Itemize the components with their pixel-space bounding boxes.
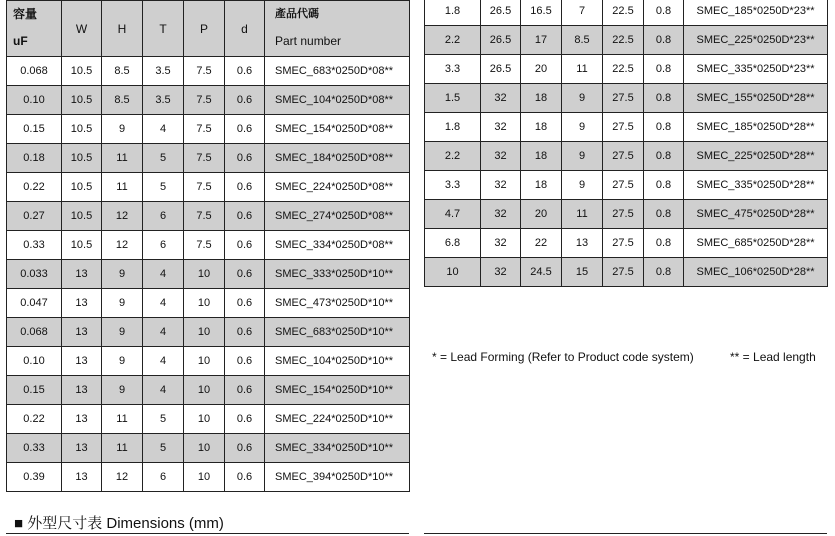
cell-part-number: SMEC_334*0250D*10** — [265, 434, 410, 463]
table-row — [7, 260, 410, 289]
table-row — [425, 84, 828, 113]
cell-capacitance: 0.27 — [7, 202, 62, 231]
cell-d: 0.6 — [225, 289, 265, 318]
cell-h: 9 — [102, 318, 143, 347]
header-part-number-en: Part number — [275, 34, 342, 48]
table-row — [7, 57, 410, 86]
capacitor-spec-table-left — [6, 0, 410, 492]
cell-t: 6 — [143, 463, 184, 492]
cell-t: 11 — [562, 55, 603, 84]
cell-t: 5 — [143, 405, 184, 434]
cell-p: 27.5 — [603, 258, 644, 287]
cell-d: 0.6 — [225, 202, 265, 231]
cell-p: 7.5 — [184, 57, 225, 86]
cell-d: 0.6 — [225, 260, 265, 289]
cell-h: 9 — [102, 260, 143, 289]
cell-t: 9 — [562, 142, 603, 171]
cell-p: 10 — [184, 434, 225, 463]
cell-p: 10 — [184, 376, 225, 405]
cell-part-number: SMEC_154*0250D*10** — [265, 376, 410, 405]
cell-capacitance: 3.3 — [425, 171, 481, 200]
cell-t: 9 — [562, 171, 603, 200]
cell-h: 22 — [521, 229, 562, 258]
table-row — [7, 376, 410, 405]
cell-t: 6 — [143, 202, 184, 231]
cell-w: 32 — [481, 142, 521, 171]
cell-capacitance: 1.8 — [425, 113, 481, 142]
cell-h: 18 — [521, 171, 562, 200]
cell-h: 11 — [102, 405, 143, 434]
table-row — [425, 55, 828, 84]
cell-p: 10 — [184, 405, 225, 434]
cell-p: 10 — [184, 318, 225, 347]
divider-right — [424, 533, 827, 534]
cell-t: 5 — [143, 144, 184, 173]
cell-part-number: SMEC_104*0250D*10** — [265, 347, 410, 376]
cell-h: 16.5 — [521, 0, 562, 26]
cell-h: 8.5 — [102, 57, 143, 86]
cell-d: 0.8 — [644, 229, 684, 258]
cell-h: 11 — [102, 144, 143, 173]
cell-h: 12 — [102, 231, 143, 260]
table-row — [425, 200, 828, 229]
cell-capacitance: 0.033 — [7, 260, 62, 289]
cell-t: 11 — [562, 200, 603, 229]
cell-part-number: SMEC_683*0250D*10** — [265, 318, 410, 347]
cell-capacitance: 10 — [425, 258, 481, 287]
cell-h: 9 — [102, 376, 143, 405]
cell-part-number: SMEC_685*0250D*28** — [684, 229, 828, 258]
header-p: P — [184, 1, 225, 57]
cell-p: 10 — [184, 347, 225, 376]
cell-p: 7.5 — [184, 231, 225, 260]
cell-t: 9 — [562, 84, 603, 113]
cell-part-number: SMEC_274*0250D*08** — [265, 202, 410, 231]
cell-w: 10.5 — [62, 173, 102, 202]
cell-d: 0.8 — [644, 171, 684, 200]
cell-w: 26.5 — [481, 26, 521, 55]
cell-w: 10.5 — [62, 231, 102, 260]
cell-w: 13 — [62, 463, 102, 492]
cell-w: 10.5 — [62, 202, 102, 231]
cell-part-number: SMEC_224*0250D*10** — [265, 405, 410, 434]
cell-d: 0.6 — [225, 173, 265, 202]
cell-w: 32 — [481, 200, 521, 229]
table-row — [7, 463, 410, 492]
table-row — [7, 202, 410, 231]
cell-capacitance: 0.33 — [7, 434, 62, 463]
cell-part-number: SMEC_154*0250D*08** — [265, 115, 410, 144]
cell-part-number: SMEC_335*0250D*23** — [684, 55, 828, 84]
cell-d: 0.6 — [225, 347, 265, 376]
cell-t: 15 — [562, 258, 603, 287]
header-part-number-zh: 產品代碼 — [275, 8, 319, 20]
cell-w: 10.5 — [62, 144, 102, 173]
header-h: H — [102, 1, 143, 57]
header-t: T — [143, 1, 184, 57]
cell-p: 27.5 — [603, 171, 644, 200]
cell-part-number: SMEC_155*0250D*28** — [684, 84, 828, 113]
cell-d: 0.6 — [225, 231, 265, 260]
cell-w: 13 — [62, 347, 102, 376]
cell-capacitance: 0.068 — [7, 318, 62, 347]
cell-p: 27.5 — [603, 229, 644, 258]
cell-p: 10 — [184, 260, 225, 289]
cell-capacitance: 0.18 — [7, 144, 62, 173]
cell-capacitance: 1.8 — [425, 0, 481, 26]
cell-capacitance: 0.15 — [7, 115, 62, 144]
cell-capacitance: 0.22 — [7, 405, 62, 434]
cell-d: 0.6 — [225, 463, 265, 492]
cell-part-number: SMEC_185*0250D*28** — [684, 113, 828, 142]
cell-d: 0.6 — [225, 376, 265, 405]
cell-h: 18 — [521, 84, 562, 113]
table-row — [7, 405, 410, 434]
cell-h: 11 — [102, 173, 143, 202]
cell-h: 9 — [102, 289, 143, 318]
cell-t: 4 — [143, 260, 184, 289]
header-capacitance-unit: uF — [13, 34, 28, 48]
cell-h: 17 — [521, 26, 562, 55]
cell-part-number: SMEC_473*0250D*10** — [265, 289, 410, 318]
cell-p: 27.5 — [603, 113, 644, 142]
cell-d: 0.6 — [225, 144, 265, 173]
table-row — [7, 86, 410, 115]
table-row — [7, 347, 410, 376]
cell-h: 12 — [102, 202, 143, 231]
cell-part-number: SMEC_185*0250D*23** — [684, 0, 828, 26]
cell-w: 32 — [481, 258, 521, 287]
cell-d: 0.8 — [644, 258, 684, 287]
cell-part-number: SMEC_334*0250D*08** — [265, 231, 410, 260]
cell-capacitance: 0.047 — [7, 289, 62, 318]
header-d: d — [225, 1, 265, 57]
cell-p: 27.5 — [603, 200, 644, 229]
cell-w: 26.5 — [481, 55, 521, 84]
cell-capacitance: 6.8 — [425, 229, 481, 258]
table-row — [425, 142, 828, 171]
cell-h: 9 — [102, 115, 143, 144]
cell-p: 27.5 — [603, 84, 644, 113]
cell-w: 10.5 — [62, 86, 102, 115]
cell-h: 20 — [521, 200, 562, 229]
cell-capacitance: 0.10 — [7, 347, 62, 376]
cell-d: 0.8 — [644, 84, 684, 113]
cell-t: 3.5 — [143, 86, 184, 115]
cell-part-number: SMEC_225*0250D*28** — [684, 142, 828, 171]
cell-w: 13 — [62, 405, 102, 434]
cell-d: 0.8 — [644, 142, 684, 171]
cell-part-number: SMEC_333*0250D*10** — [265, 260, 410, 289]
table-row — [7, 434, 410, 463]
cell-part-number: SMEC_104*0250D*08** — [265, 86, 410, 115]
divider-left — [6, 533, 409, 534]
cell-d: 0.6 — [225, 318, 265, 347]
cell-p: 7.5 — [184, 115, 225, 144]
cell-t: 4 — [143, 347, 184, 376]
cell-capacitance: 0.33 — [7, 231, 62, 260]
cell-t: 4 — [143, 115, 184, 144]
cell-p: 7.5 — [184, 202, 225, 231]
capacitor-spec-table-right — [424, 0, 828, 287]
table-row — [7, 144, 410, 173]
cell-p: 22.5 — [603, 0, 644, 26]
section-title-dimensions: ■ 外型尺寸表 Dimensions (mm) — [14, 515, 224, 532]
cell-d: 0.8 — [644, 26, 684, 55]
cell-capacitance: 0.068 — [7, 57, 62, 86]
cell-t: 13 — [562, 229, 603, 258]
cell-part-number: SMEC_184*0250D*08** — [265, 144, 410, 173]
cell-h: 18 — [521, 113, 562, 142]
cell-part-number: SMEC_335*0250D*28** — [684, 171, 828, 200]
cell-w: 13 — [62, 376, 102, 405]
header-capacitance-zh: 容量 — [13, 7, 38, 21]
cell-t: 8.5 — [562, 26, 603, 55]
table-row — [7, 289, 410, 318]
table-row — [425, 0, 828, 26]
cell-w: 32 — [481, 113, 521, 142]
cell-w: 13 — [62, 318, 102, 347]
cell-d: 0.6 — [225, 115, 265, 144]
cell-d: 0.8 — [644, 0, 684, 26]
header-w: W — [62, 1, 102, 57]
table-row — [7, 318, 410, 347]
header-capacitance — [7, 1, 62, 57]
table-header-row — [7, 1, 410, 57]
cell-w: 32 — [481, 229, 521, 258]
cell-capacitance: 4.7 — [425, 200, 481, 229]
cell-capacitance: 2.2 — [425, 26, 481, 55]
table-row — [425, 229, 828, 258]
cell-h: 18 — [521, 142, 562, 171]
cell-d: 0.8 — [644, 113, 684, 142]
cell-w: 10.5 — [62, 115, 102, 144]
cell-d: 0.6 — [225, 434, 265, 463]
cell-w: 10.5 — [62, 57, 102, 86]
cell-w: 26.5 — [481, 0, 521, 26]
cell-part-number: SMEC_225*0250D*23** — [684, 26, 828, 55]
cell-h: 24.5 — [521, 258, 562, 287]
cell-p: 22.5 — [603, 55, 644, 84]
cell-h: 8.5 — [102, 86, 143, 115]
notes — [432, 350, 816, 364]
table-row — [425, 258, 828, 287]
cell-w: 13 — [62, 434, 102, 463]
cell-part-number: SMEC_683*0250D*08** — [265, 57, 410, 86]
cell-t: 3.5 — [143, 57, 184, 86]
note-lead-forming: * = Lead Forming (Refer to Product code system) — [432, 350, 694, 364]
cell-h: 12 — [102, 463, 143, 492]
cell-d: 0.6 — [225, 86, 265, 115]
cell-capacitance: 0.10 — [7, 86, 62, 115]
cell-h: 20 — [521, 55, 562, 84]
cell-capacitance: 0.15 — [7, 376, 62, 405]
cell-p: 7.5 — [184, 173, 225, 202]
cell-h: 9 — [102, 347, 143, 376]
cell-t: 4 — [143, 318, 184, 347]
cell-p: 7.5 — [184, 144, 225, 173]
table-row — [425, 26, 828, 55]
table-row — [7, 231, 410, 260]
cell-part-number: SMEC_224*0250D*08** — [265, 173, 410, 202]
cell-t: 4 — [143, 376, 184, 405]
cell-t: 4 — [143, 289, 184, 318]
cell-p: 7.5 — [184, 86, 225, 115]
cell-t: 7 — [562, 0, 603, 26]
cell-p: 27.5 — [603, 142, 644, 171]
cell-w: 13 — [62, 260, 102, 289]
cell-d: 0.6 — [225, 405, 265, 434]
cell-t: 5 — [143, 434, 184, 463]
cell-t: 6 — [143, 231, 184, 260]
cell-part-number: SMEC_106*0250D*28** — [684, 258, 828, 287]
cell-w: 13 — [62, 289, 102, 318]
cell-p: 10 — [184, 463, 225, 492]
cell-d: 0.6 — [225, 57, 265, 86]
cell-part-number: SMEC_394*0250D*10** — [265, 463, 410, 492]
note-lead-length: ** = Lead length — [730, 350, 816, 364]
cell-capacitance: 0.22 — [7, 173, 62, 202]
table-row — [425, 113, 828, 142]
header-part-number — [265, 1, 410, 57]
table-row — [425, 171, 828, 200]
cell-p: 10 — [184, 289, 225, 318]
table-row — [7, 115, 410, 144]
cell-capacitance: 0.39 — [7, 463, 62, 492]
table-row — [7, 173, 410, 202]
cell-t: 9 — [562, 113, 603, 142]
cell-w: 32 — [481, 84, 521, 113]
cell-d: 0.8 — [644, 55, 684, 84]
cell-capacitance: 3.3 — [425, 55, 481, 84]
cell-t: 5 — [143, 173, 184, 202]
cell-p: 22.5 — [603, 26, 644, 55]
cell-capacitance: 2.2 — [425, 142, 481, 171]
cell-capacitance: 1.5 — [425, 84, 481, 113]
cell-h: 11 — [102, 434, 143, 463]
cell-d: 0.8 — [644, 200, 684, 229]
cell-w: 32 — [481, 171, 521, 200]
cell-part-number: SMEC_475*0250D*28** — [684, 200, 828, 229]
